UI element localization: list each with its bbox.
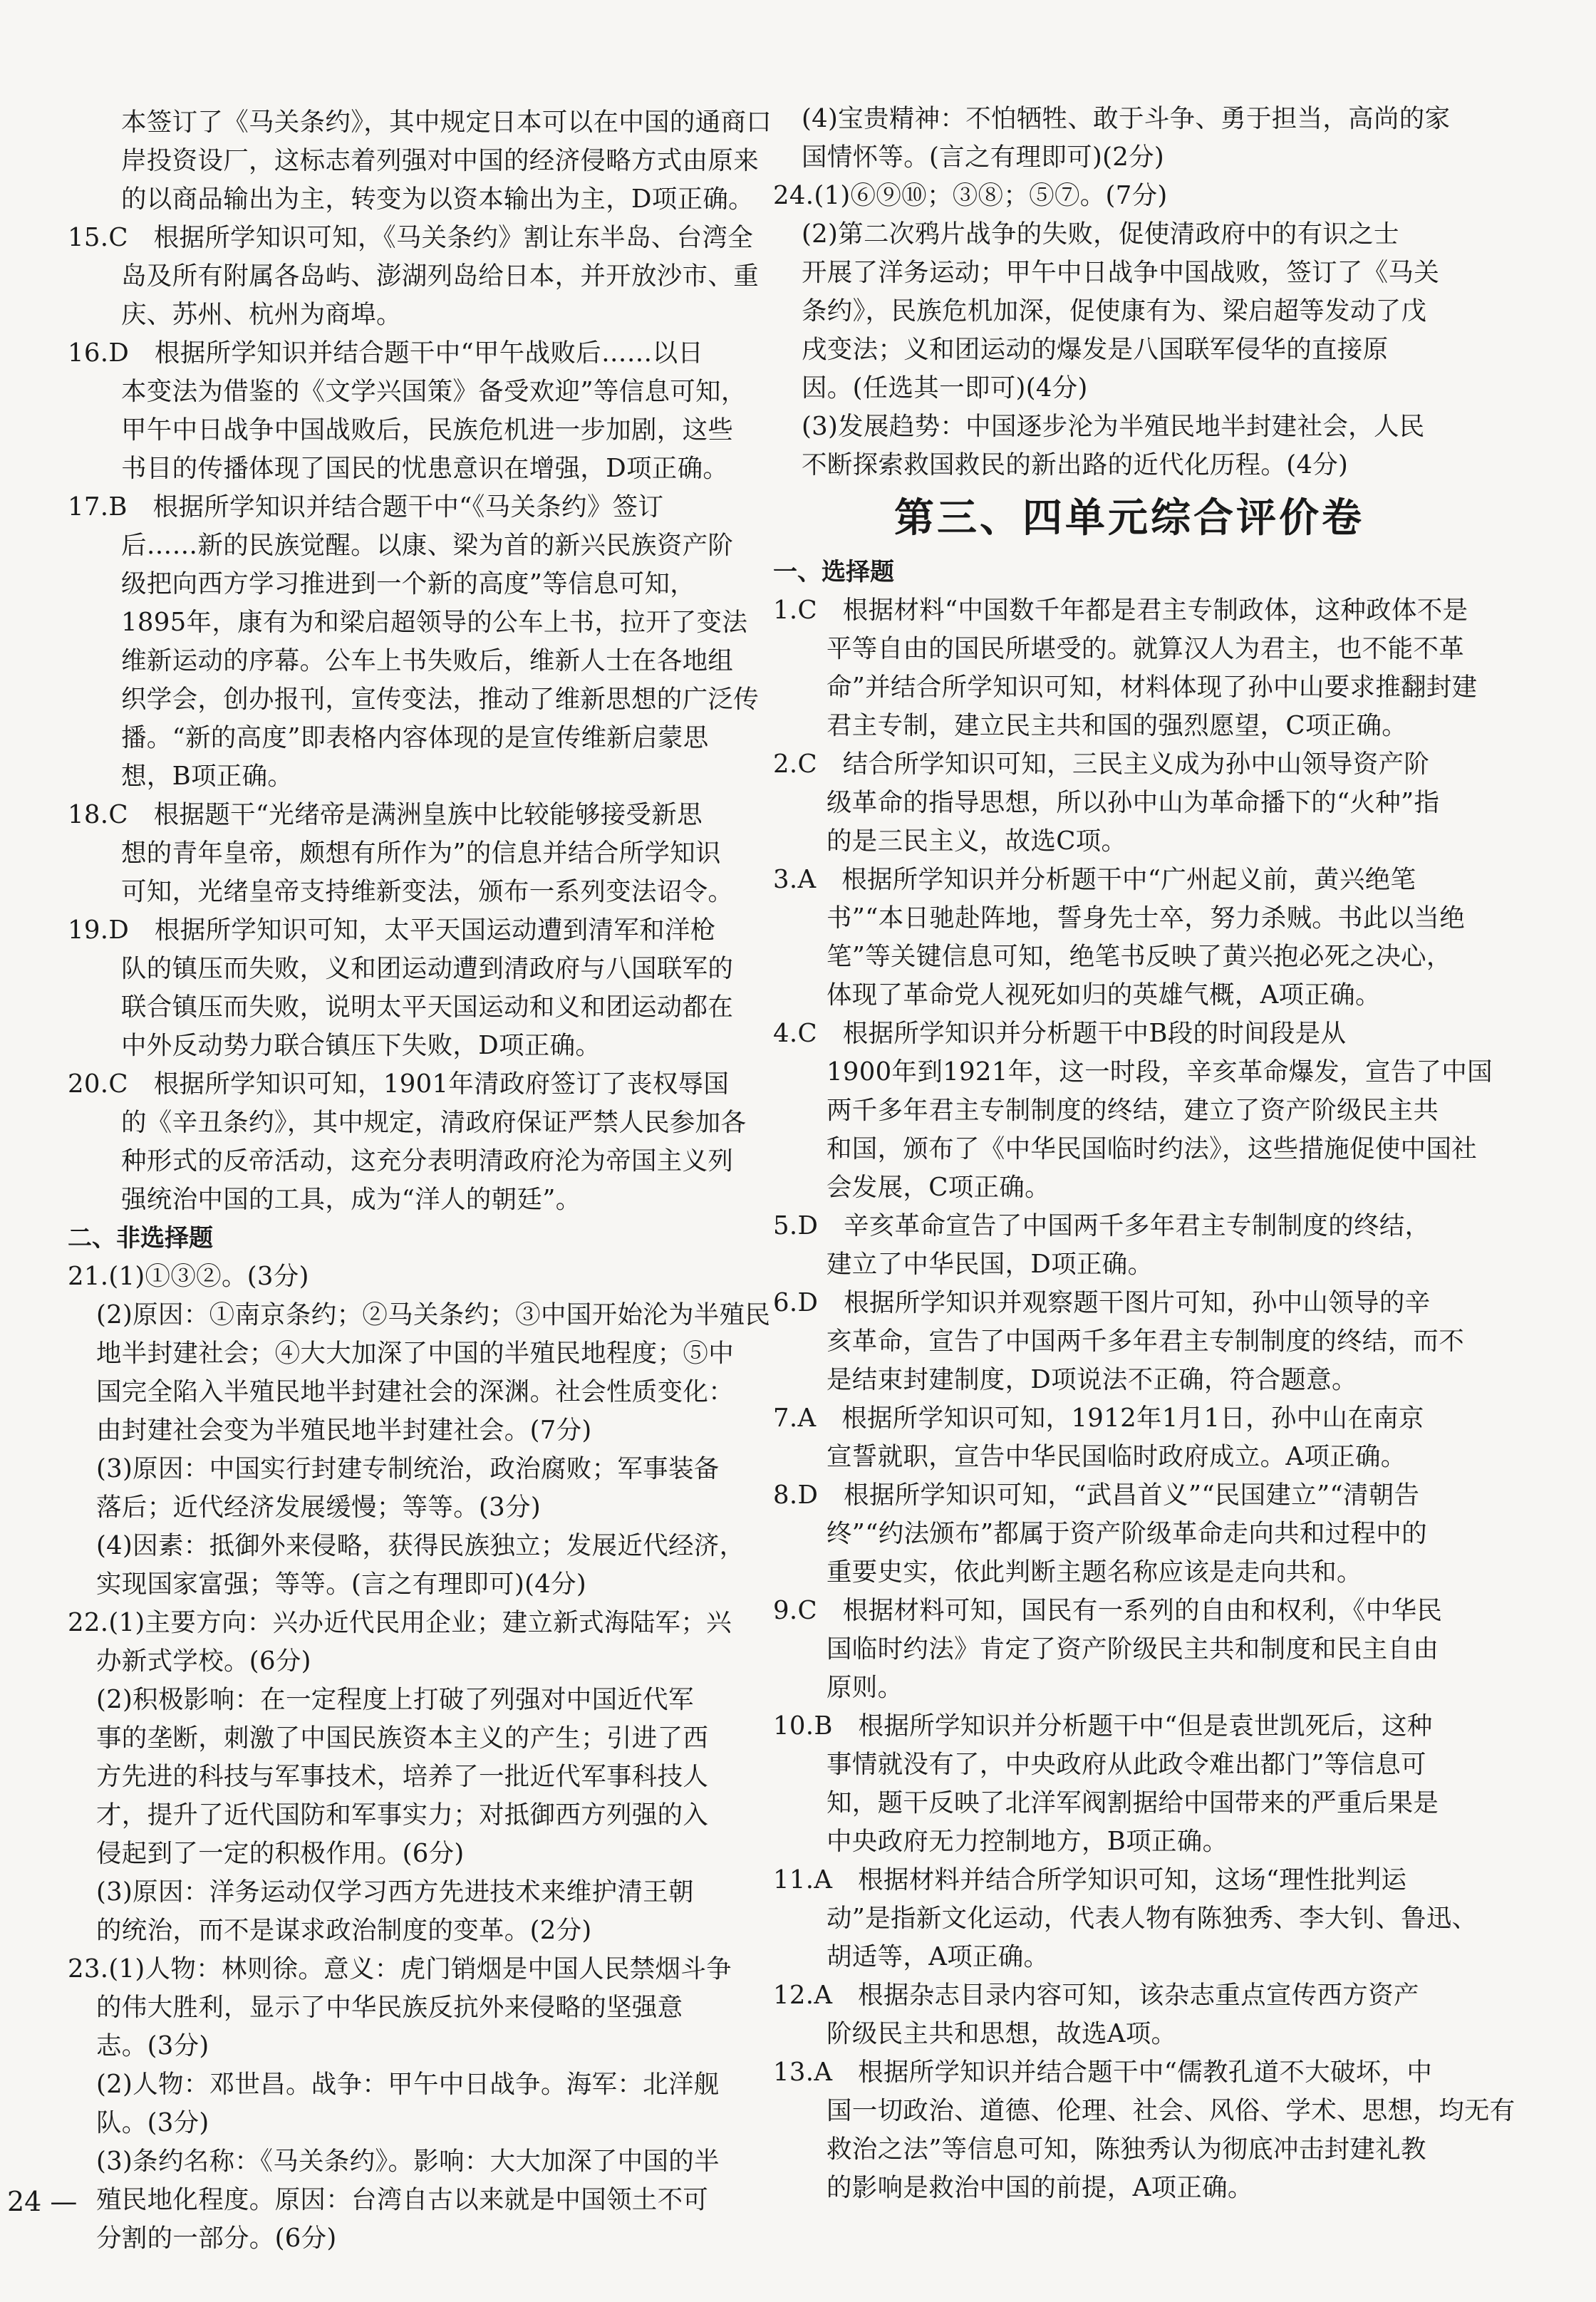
text-line: 地半封建社会；④大大加深了中国的半殖民地程度；⑤中 [96,1339,735,1368]
question-answer: 8.D 根据所学知识可知，“武昌首义”“民国建立”“清朝告 [773,1481,1420,1510]
question-answer: 1.C 根据材料“中国数千年都是君主专制政体，这种政体不是 [773,596,1468,625]
text-line: 可知，光绪皇帝支持维新变法，颁布一系列变法诏令。 [121,877,734,906]
text-line: 两千多年君主专制制度的终结，建立了资产阶级民主共 [826,1096,1439,1125]
unit-title: 第三、四单元综合评价卷 [894,495,1364,541]
question-answer: 17.B 根据所学知识并结合题干中“《马关条约》签订 [68,492,664,522]
text-line: 胡适等，A项正确。 [826,1942,1050,1971]
text-line: 岸投资设厂，这标志着列强对中国的经济侵略方式由原来 [121,146,760,175]
question-answer: 20.C 根据所学知识可知，1901年清政府签订了丧权辱国 [68,1069,730,1099]
question-answer: 4.C 根据所学知识并分析题干中B段的时间段是从 [773,1019,1347,1048]
text-line: 会发展，C项正确。 [826,1173,1050,1202]
text-line: (3)原因：中国实行封建专制统治，政治腐败；军事装备 [96,1454,720,1483]
text-line: 甲午中日战争中国战败后，民族危机进一步加剧，这些 [121,415,734,445]
text-line: 和国，颁布了《中华民国临时约法》，这些措施促使中国社 [826,1134,1478,1163]
text-line: 方先进的科技与军事技术，培养了一批近代军事科技人 [96,1762,709,1791]
section-heading: 一、选择题 [773,558,894,586]
text-line: 由封建社会变为半殖民地半封建社会。(7分) [96,1416,592,1445]
text-line: 建立了中华民国，D项正确。 [826,1250,1154,1279]
text-line: 平等自由的国民所堪受的。就算汉人为君主，也不能不革 [826,634,1465,663]
page-number: 24 — [7,2186,78,2217]
question-answer: 23.(1)人物：林则徐。意义：虎门销烟是中国人民禁烟斗争 [68,1954,732,1984]
text-line: 条约》，民族危机加深，促使康有为、梁启超等发动了戊 [802,296,1427,326]
question-answer: 15.C 根据所学知识可知，《马关条约》割让东半岛、台湾全 [68,223,754,252]
text-line: 侵起到了一定的积极作用。(6分) [96,1839,465,1868]
right-column-top [773,100,1486,484]
text-line: 国临时约法》肯定了资产阶级民主共和制度和民主自由 [826,1634,1439,1664]
text-line: 亥革命，宣告了中国两千多年君主专制制度的终结，而不 [826,1327,1465,1356]
question-answer: 22.(1)主要方向：兴办近代民用企业；建立新式海陆军；兴 [68,1608,732,1637]
text-line: 后……新的民族觉醒。以康、梁为首的新兴民族资产阶 [121,531,734,560]
text-line: 中外反动势力联合镇压下失败，D项正确。 [121,1031,601,1060]
right-column [773,100,1515,2207]
question-answer: 9.C 根据材料可知，国民有一系列的自由和权利，《中华民 [773,1596,1443,1625]
text-line: 国完全陷入半殖民地半封建社会的深渊。社会性质变化： [96,1377,735,1406]
question-answer: 19.D 根据所学知识可知，太平天国运动遭到清军和洋枪 [68,916,716,945]
text-line: 本变法为借鉴的《文学兴国策》备受欢迎”等信息可知， [121,377,747,406]
text-line: 级把向西方学习推进到一个新的高度”等信息可知， [121,569,696,598]
text-line: 书目的传播体现了国民的忧患意识在增强，D项正确。 [121,454,729,483]
text-line: 因。(任选其一即可)(4分) [802,373,1088,403]
text-line: (2)积极影响：在一定程度上打破了列强对中国近代军 [96,1685,694,1714]
text-line: 联合镇压而失败，说明太平天国运动和义和团运动都在 [121,992,734,1022]
text-line: 开展了洋务运动；甲午中日战争中国战败，签订了《马关 [802,258,1440,287]
text-line: 庆、苏州、杭州为商埠。 [121,300,402,329]
text-line: 1900年到1921年，这一时段，辛亥革命爆发，宣告了中国 [826,1057,1493,1087]
text-line: (2)人物：邓世昌。战争：甲午中日战争。海军：北洋舰 [96,2070,720,2099]
text-line: 事情就没有了，中央政府从此政令难出都门”等信息可 [826,1750,1426,1779]
text-line: 想，B项正确。 [121,762,294,791]
text-line: 重要史实，依此判断主题名称应该是走向共和。 [826,1557,1362,1587]
text-line: 想的青年皇帝，颇想有所作为”的信息并结合所学知识 [121,839,721,868]
text-line: 的《辛丑条约》，其中规定，清政府保证严禁人民参加各 [121,1108,747,1137]
text-line: (3)发展趋势：中国逐步沦为半殖民地半封建社会，人民 [802,412,1425,441]
question-answer: 5.D 辛亥革命宣告了中国两千多年君主专制制度的终结， [773,1211,1431,1240]
right-column-bottom [773,553,1515,2207]
text-line: 殖民地化程度。原因：台湾自古以来就是中国领土不可 [96,2185,709,2214]
text-line: 动”是指新文化运动，代表人物有陈独秀、李大钊、鲁迅、 [826,1904,1478,1933]
text-line: 维新运动的序幕。公车上书失败后，维新人士在各地组 [121,646,734,675]
text-line: 中央政府无力控制地方，B项正确。 [826,1827,1228,1856]
question-answer: 12.A 根据杂志目录内容可知，该杂志重点宣传西方资产 [773,1981,1419,2010]
text-line: 国情怀等。(言之有理即可)(2分) [802,142,1165,172]
text-line: 1895年，康有为和梁启超领导的公车上书，拉开了变法 [121,608,748,637]
text-line: 织学会，创办报刊，宣传变法，推动了维新思想的广泛传 [121,685,760,714]
text-line: 的以商品输出为主，转变为以资本输出为主，D项正确。 [121,185,754,214]
text-line: 原则。 [826,1673,903,1702]
text-line: 的统治，而不是谋求政治制度的变革。(2分) [96,1916,592,1945]
text-line: 级革命的指导思想，所以孙中山为革命播下的“火种”指 [826,788,1440,817]
left-column [68,103,780,2258]
text-line: 实现国家富强；等等。(言之有理即可)(4分) [96,1570,587,1599]
text-line: 志。(3分) [96,2031,209,2060]
text-line: 队。(3分) [96,2108,209,2137]
text-line: 救治之法”等信息可知，陈独秀认为彻底冲击封建礼教 [826,2135,1426,2164]
text-line: 事的垄断，刺激了中国民族资本主义的产生；引进了西 [96,1723,709,1753]
text-line: 知，题干反映了北洋军阀割据给中国带来的严重后果是 [826,1788,1439,1818]
text-line: 落后；近代经济发展缓慢；等等。(3分) [96,1493,541,1522]
text-line: 笔”等关键信息可知，绝笔书反映了黄兴抱必死之决心， [826,942,1452,971]
text-line: 不断探索救国救民的新出路的近代化历程。(4分) [802,450,1349,479]
question-answer: 10.B 根据所学知识并分析题干中“但是袁世凯死后，这种 [773,1711,1433,1741]
text-line: 播。“新的高度”即表格内容体现的是宣传维新启蒙思 [121,723,709,752]
text-line: (3)原因：洋务运动仅学习西方先进技术来维护清王朝 [96,1877,694,1907]
text-line: 体现了革命党人视死如归的英雄气概，A项正确。 [826,980,1381,1010]
text-line: 书”“本日驰赴阵地，誓身先士卒，努力杀贼。书此以当绝 [826,903,1466,933]
text-line: 才，提升了近代国防和军事实力；对抵御西方列强的入 [96,1800,709,1830]
question-answer: 13.A 根据所学知识并结合题干中“儒教孔道不大破坏，中 [773,2058,1433,2087]
text-line: 君主专制，建立民主共和国的强烈愿望，C项正确。 [826,711,1408,740]
text-line: 办新式学校。(6分) [96,1647,311,1676]
text-line: (2)第二次鸦片战争的失败，促使清政府中的有识之士 [802,219,1399,249]
text-line: 种形式的反帝活动，这充分表明清政府沦为帝国主义列 [121,1146,734,1176]
text-line: 岛及所有附属各岛屿、澎湖列岛给日本，并开放沙市、重 [121,261,760,291]
text-line: 本签订了《马关条约》，其中规定日本可以在中国的通商口 [121,108,772,137]
text-line: (4)宝贵精神：不怕牺牲、敢于斗争、勇于担当，高尚的家 [802,104,1451,133]
question-answer: 3.A 根据所学知识并分析题干中“广州起义前，黄兴绝笔 [773,865,1416,894]
text-line: (4)因素：抵御外来侵略，获得民族独立；发展近代经济， [96,1531,745,1560]
question-answer: 18.C 根据题干“光绪帝是满洲皇族中比较能够接受新思 [68,800,703,829]
question-answer: 24.(1)⑥⑨⑩；③⑧；⑤⑦。(7分) [773,181,1168,210]
section-heading: 二、非选择题 [68,1224,213,1253]
text-line: 终”“约法颁布”都属于资产阶级革命走向共和过程中的 [826,1519,1427,1548]
question-answer: 11.A 根据材料并结合所学知识可知，这场“理性批判运 [773,1865,1407,1894]
text-line: 命”并结合所学知识可知，材料体现了孙中山要求推翻封建 [826,673,1478,702]
text-line: 强统治中国的工具，成为“洋人的朝廷”。 [121,1185,581,1214]
text-line: 分割的一部分。(6分) [96,2224,337,2253]
text-line: 的影响是救治中国的前提，A项正确。 [826,2173,1253,2202]
text-line: 队的镇压而失败，义和团运动遭到清政府与八国联军的 [121,954,734,983]
question-answer: 2.C 结合所学知识可知，三民主义成为孙中山领导资产阶 [773,750,1430,779]
text-line: (3)条约名称：《马关条约》。影响：大大加深了中国的半 [96,2147,720,2176]
question-answer: 6.D 根据所学知识并观察题干图片可知，孙中山领导的辛 [773,1288,1431,1317]
text-line: 是结束封建制度，D项说法不正确，符合题意。 [826,1365,1357,1394]
text-line: 宣誓就职，宣告中华民国临时政府成立。A项正确。 [826,1442,1406,1471]
text-line: 的伟大胜利，显示了中华民族反抗外来侵略的坚强意 [96,1993,683,2022]
text-line: 国一切政治、道德、伦理、社会、风俗、学术、思想，均无有 [826,2096,1515,2125]
text-line: 戌变法；义和团运动的爆发是八国联军侵华的直接原 [802,335,1389,364]
question-answer: 7.A 根据所学知识可知，1912年1月1日，孙中山在南京 [773,1404,1424,1433]
question-answer: 21.(1)①③②。(3分) [68,1262,309,1291]
question-answer: 16.D 根据所学知识并结合题干中“甲午战败后……以日 [68,338,704,368]
text-line: (2)原因：①南京条约；②马关条约；③中国开始沦为半殖民 [96,1300,771,1329]
text-line: 的是三民主义，故选C项。 [826,826,1127,856]
text-line: 阶级民主共和思想，故选A项。 [826,2019,1177,2048]
